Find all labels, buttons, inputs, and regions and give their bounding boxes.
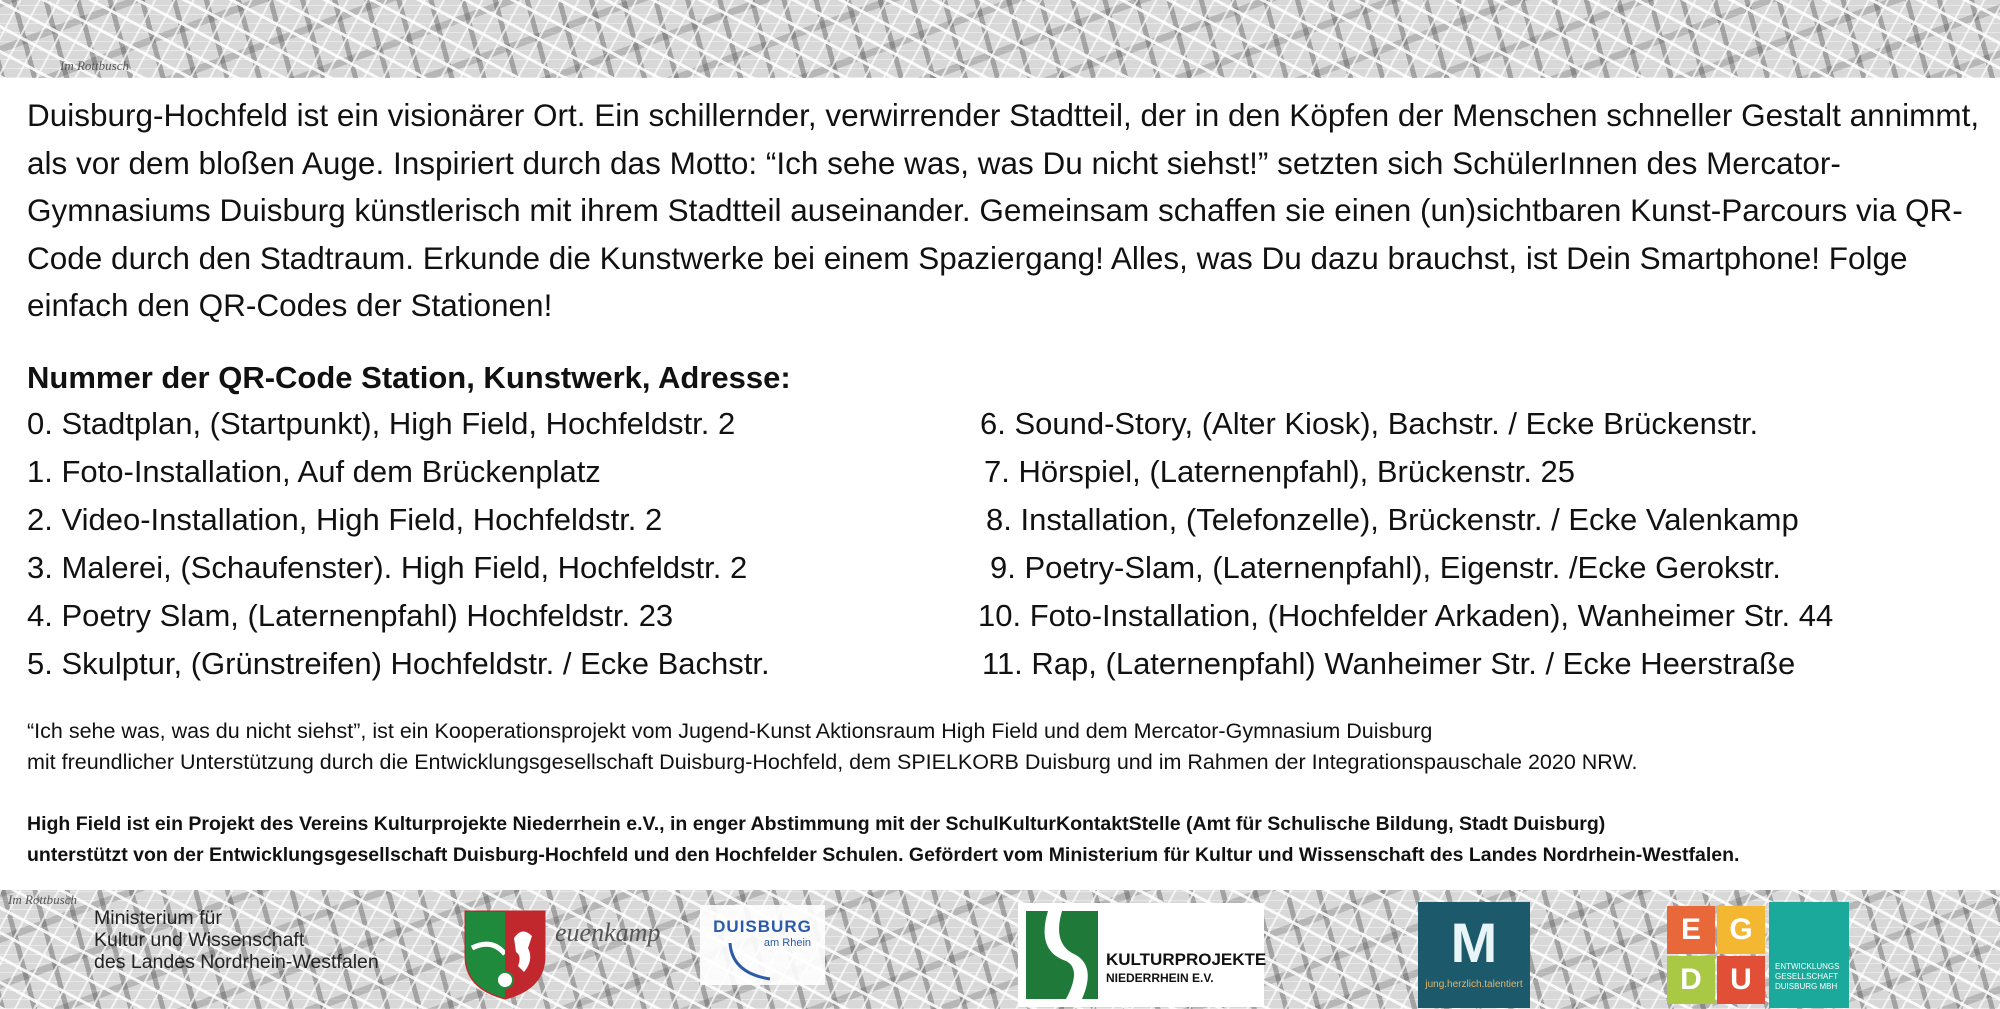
- egdu-text: ENTWICKLUNGS GESELLSCHAFT DUISBURG MBH: [1769, 902, 1849, 1008]
- egdu-letter: E: [1667, 906, 1715, 954]
- station-item: 11. Rap, (Laternenpfahl) Wanheimer Str. / Ecke Heerstraße: [982, 646, 1796, 681]
- credits: [27, 809, 1739, 871]
- map-label: Im Rottbusch: [8, 892, 77, 907]
- duisburg-logo-name: DUISBURG: [713, 917, 812, 936]
- station-item: 10. Foto-Installation, (Hochfelder Arkaden), Wanheimer Str. 44: [978, 598, 1834, 633]
- intro-paragraph: Duisburg-Hochfeld ist ein visionärer Ort. Ein schillernder, verwirrender Stadtteil, der in den Köpfen der Menschen schneller Gestalt annimmt, als vor dem bloßen Auge. Inspiriert durch das Motto: “Ich sehe was, was Du nicht siehst!” setzten sich SchülerInnen des Mercator-Gymnasiums Duisburg künstlerisch mit ihrem Stadtteil auseinander. Gemeinsam schaffen sie einen (un)sichtbaren Kunst-Parcours via QR-Code durch den Stadtraum. Erkunde die Kunstwerke bei einem Spaziergang! Alles, was Du dazu brauchst, ist Dein Smartphone! Folge einfach den QR-Codes der Stationen!: [27, 97, 1980, 323]
- station-item: 6. Sound-Story, (Alter Kiosk), Bachstr. / Ecke Brückenstr.: [980, 406, 1759, 441]
- station-item: 8. Installation, (Telefonzelle), Brückenstr. / Ecke Valenkamp: [986, 502, 1799, 537]
- duisburg-logo-sub: am Rhein: [763, 937, 811, 949]
- egdu-letter: U: [1717, 956, 1765, 1004]
- credits-line: unterstützt von der Entwicklungsgesellschaft Duisburg-Hochfeld und den Hochfelder Schulen. Gefördert vom Ministerium für Kultur und Wissenschaft des Landes Nordrhein-Westfalen.: [27, 844, 1740, 866]
- ministry-logo-line: Kultur und Wissenschaft: [94, 929, 305, 951]
- kulturprojekte-sub: NIEDERRHEIN E.V.: [1106, 971, 1214, 985]
- ministry-logo-line: des Landes Nordrhein-Westfalen: [94, 951, 379, 973]
- duisburg-arc-icon: [700, 943, 825, 983]
- duisburg-logo: [700, 905, 825, 985]
- station-item: 2. Video-Installation, High Field, Hochfeldstr. 2: [27, 502, 663, 537]
- mercator-gymnasium-logo: [1418, 902, 1530, 1008]
- station-item: 3. Malerei, (Schaufenster). High Field, Hochfeldstr. 2: [27, 550, 748, 585]
- mercator-logo-letter: M: [1450, 911, 1498, 974]
- stations-list-right: [980, 400, 1833, 688]
- station-item: 9. Poetry-Slam, (Laternenpfahl), Eigenstr. /Ecke Gerokstr.: [990, 550, 1781, 585]
- nrw-coat-of-arms-icon: [462, 908, 548, 1000]
- station-item: 5. Skulptur, (Grünstreifen) Hochfeldstr. / Ecke Bachstr.: [27, 646, 770, 681]
- egdu-logo: [1663, 902, 1849, 1008]
- egdu-letter: G: [1717, 906, 1765, 954]
- map-label: Im Rottbusch: [60, 58, 129, 73]
- station-item: 1. Foto-Installation, Auf dem Brückenplatz: [27, 454, 601, 489]
- stations-heading: Nummer der QR-Code Station, Kunstwerk, Adresse:: [27, 360, 791, 395]
- footnote: [27, 716, 1638, 778]
- station-item: 4. Poetry Slam, (Laternenpfahl) Hochfeldstr. 23: [27, 598, 674, 633]
- map-band-top: [0, 0, 2000, 78]
- kulturprojekte-mark-icon: [1026, 911, 1098, 999]
- station-item: 7. Hörspiel, (Laternenpfahl), Brückenstr. 25: [984, 454, 1576, 489]
- station-item: 0. Stadtplan, (Startpunkt), High Field, Hochfeldstr. 2: [27, 406, 736, 441]
- ministry-logo: [94, 905, 424, 980]
- credits-line: High Field ist ein Projekt des Vereins Kulturprojekte Niederrhein e.V., in enger Abstimmung mit der SchulKulturKontaktStelle (Amt für Schulische Bildung, Stadt Duisburg): [27, 813, 1606, 835]
- map-label: euenkamp: [555, 918, 661, 947]
- ministry-logo-line: Ministerium für: [94, 907, 222, 929]
- mercator-logo-tag: jung.herzlich.talentiert: [1425, 979, 1523, 990]
- egdu-letter: D: [1667, 956, 1715, 1004]
- stations-list-left: [27, 400, 770, 688]
- kulturprojekte-name: KULTURPROJEKTE: [1106, 950, 1267, 969]
- content-area: [0, 78, 2000, 890]
- footnote-line: “Ich sehe was, was du nicht siehst”, ist ein Kooperationsprojekt vom Jugend-Kunst Aktionsraum High Field und dem Mercator-Gymnasium Duisburg: [27, 719, 1433, 743]
- kulturprojekte-logo: [1018, 903, 1267, 1007]
- footnote-line: mit freundlicher Unterstützung durch die Entwicklungsgesellschaft Duisburg-Hochfeld, dem SPIELKORB Duisburg und im Rahmen der Integrationspauschale 2020 NRW.: [27, 750, 1638, 774]
